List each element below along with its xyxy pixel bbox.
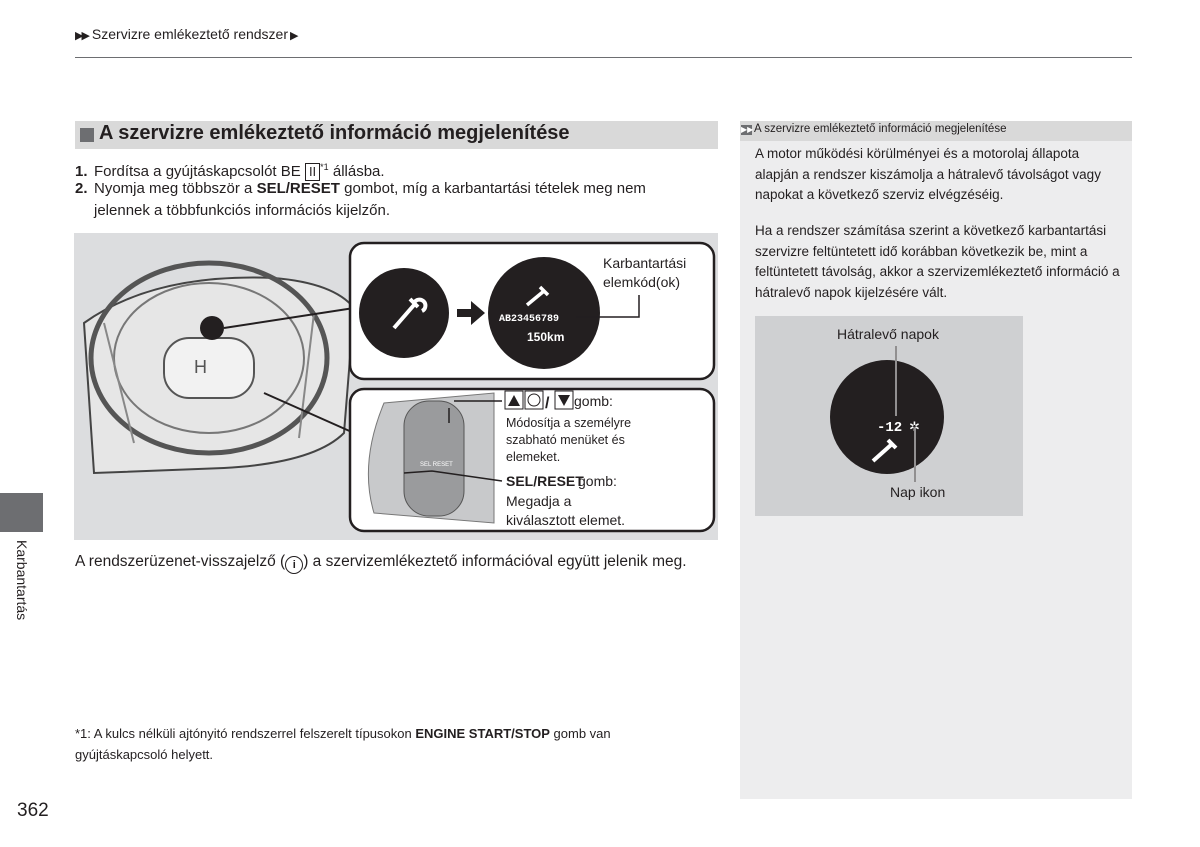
day-icon: ✲ [909,419,920,434]
btn-suffix: gomb: [574,393,613,409]
breadcrumb: ▶▶ Szervizre emlékeztető rendszer ▶ [75,26,297,42]
step-2: 2. Nyomja meg többször a SEL/RESET gombot, míg a karbantartási tételek meg nem jelennek a többfunkciós információs kijelzőn. [75,180,646,219]
ignition-position-key: II [305,163,320,181]
step-1: 1. Fordítsa a gyújtáskapcsolót BE II $^{*1}$ állásba. [75,162,385,180]
steering-wheel-illustration [84,263,354,473]
indicator-note: A rendszerüzenet-visszajelző ( i ) a szervizemlékeztető információval együtt jelenik meg. [75,553,687,574]
maint-code-text: AB23456789 [499,314,560,325]
chapter-tab [0,493,43,532]
days-display-figure [755,316,1023,516]
double-arrow-icon: ▶▶ [741,125,754,134]
display-circle-1 [359,268,449,358]
sel-suffix: gomb: [578,473,617,489]
sel-desc-2: kiválasztott elemet. [506,512,626,528]
sidebar-paragraph-2: Ha a rendszer számítása szerint a következő karbantartási szervizre feltüntetett idő korábban következik be, mint a feltüntetett távolság, akkor a szervizemlékeztető információ a hátralevő napok kijelzésére vált. [755,223,1120,300]
btn-desc-1: Módosítja a személyre [506,416,632,430]
dashboard-figure [74,233,718,540]
up-info-down-buttons [505,391,573,412]
btn-desc-2: szabható menüket és [506,433,625,447]
footnote: *1: A kulcs nélküli ajtónyitó rendszerrel felszerelt típusokon ENGINE START/STOP gomb van gyújtáskapcsoló helyett. [75,726,611,762]
distance-text: 150km [527,330,565,344]
days-value: -12 [877,420,903,436]
info-icon: i [285,556,303,574]
page-number: 362 [17,800,49,821]
maint-label-2: elemkód(ok) [603,274,681,290]
section-header [75,121,718,149]
sel-reset-tiny: SEL RESET [420,462,453,468]
sel-label: SEL/RESET [506,473,584,489]
arrow-icon: ▶ [290,30,297,42]
btn-desc-3: elemeket. [506,450,561,464]
sidebar-paragraph-1: A motor működési körülményei és a motorolaj állapota alapján a rendszer kiszámolja a hátralevő távolságot vagy napokat a következő szerviz elvégzéséig. [755,146,1101,202]
display-circle-2 [488,257,600,369]
days-label: Hátralevő napok [837,326,939,342]
chapter-label: Karbantartás [14,540,30,621]
days-display-illustration [755,316,1023,516]
section-title: A szervizre emlékeztető információ megjelenítése [99,122,570,144]
day-icon-label: Nap ikon [890,484,946,500]
maint-label-1: Karbantartási [603,255,687,271]
svg-text:/: / [545,395,550,412]
dashboard-illustration [74,233,718,540]
sel-desc-1: Megadja a [506,493,572,509]
steering-switch [404,401,464,516]
svg-text:H: H [194,357,207,377]
header-divider [75,57,1132,58]
double-arrow-icon: ▶▶ [75,30,88,42]
section-square-icon [80,128,94,142]
sidebar-heading: ▶▶ A szervizre emlékeztető információ megjelenítése [740,121,1132,141]
